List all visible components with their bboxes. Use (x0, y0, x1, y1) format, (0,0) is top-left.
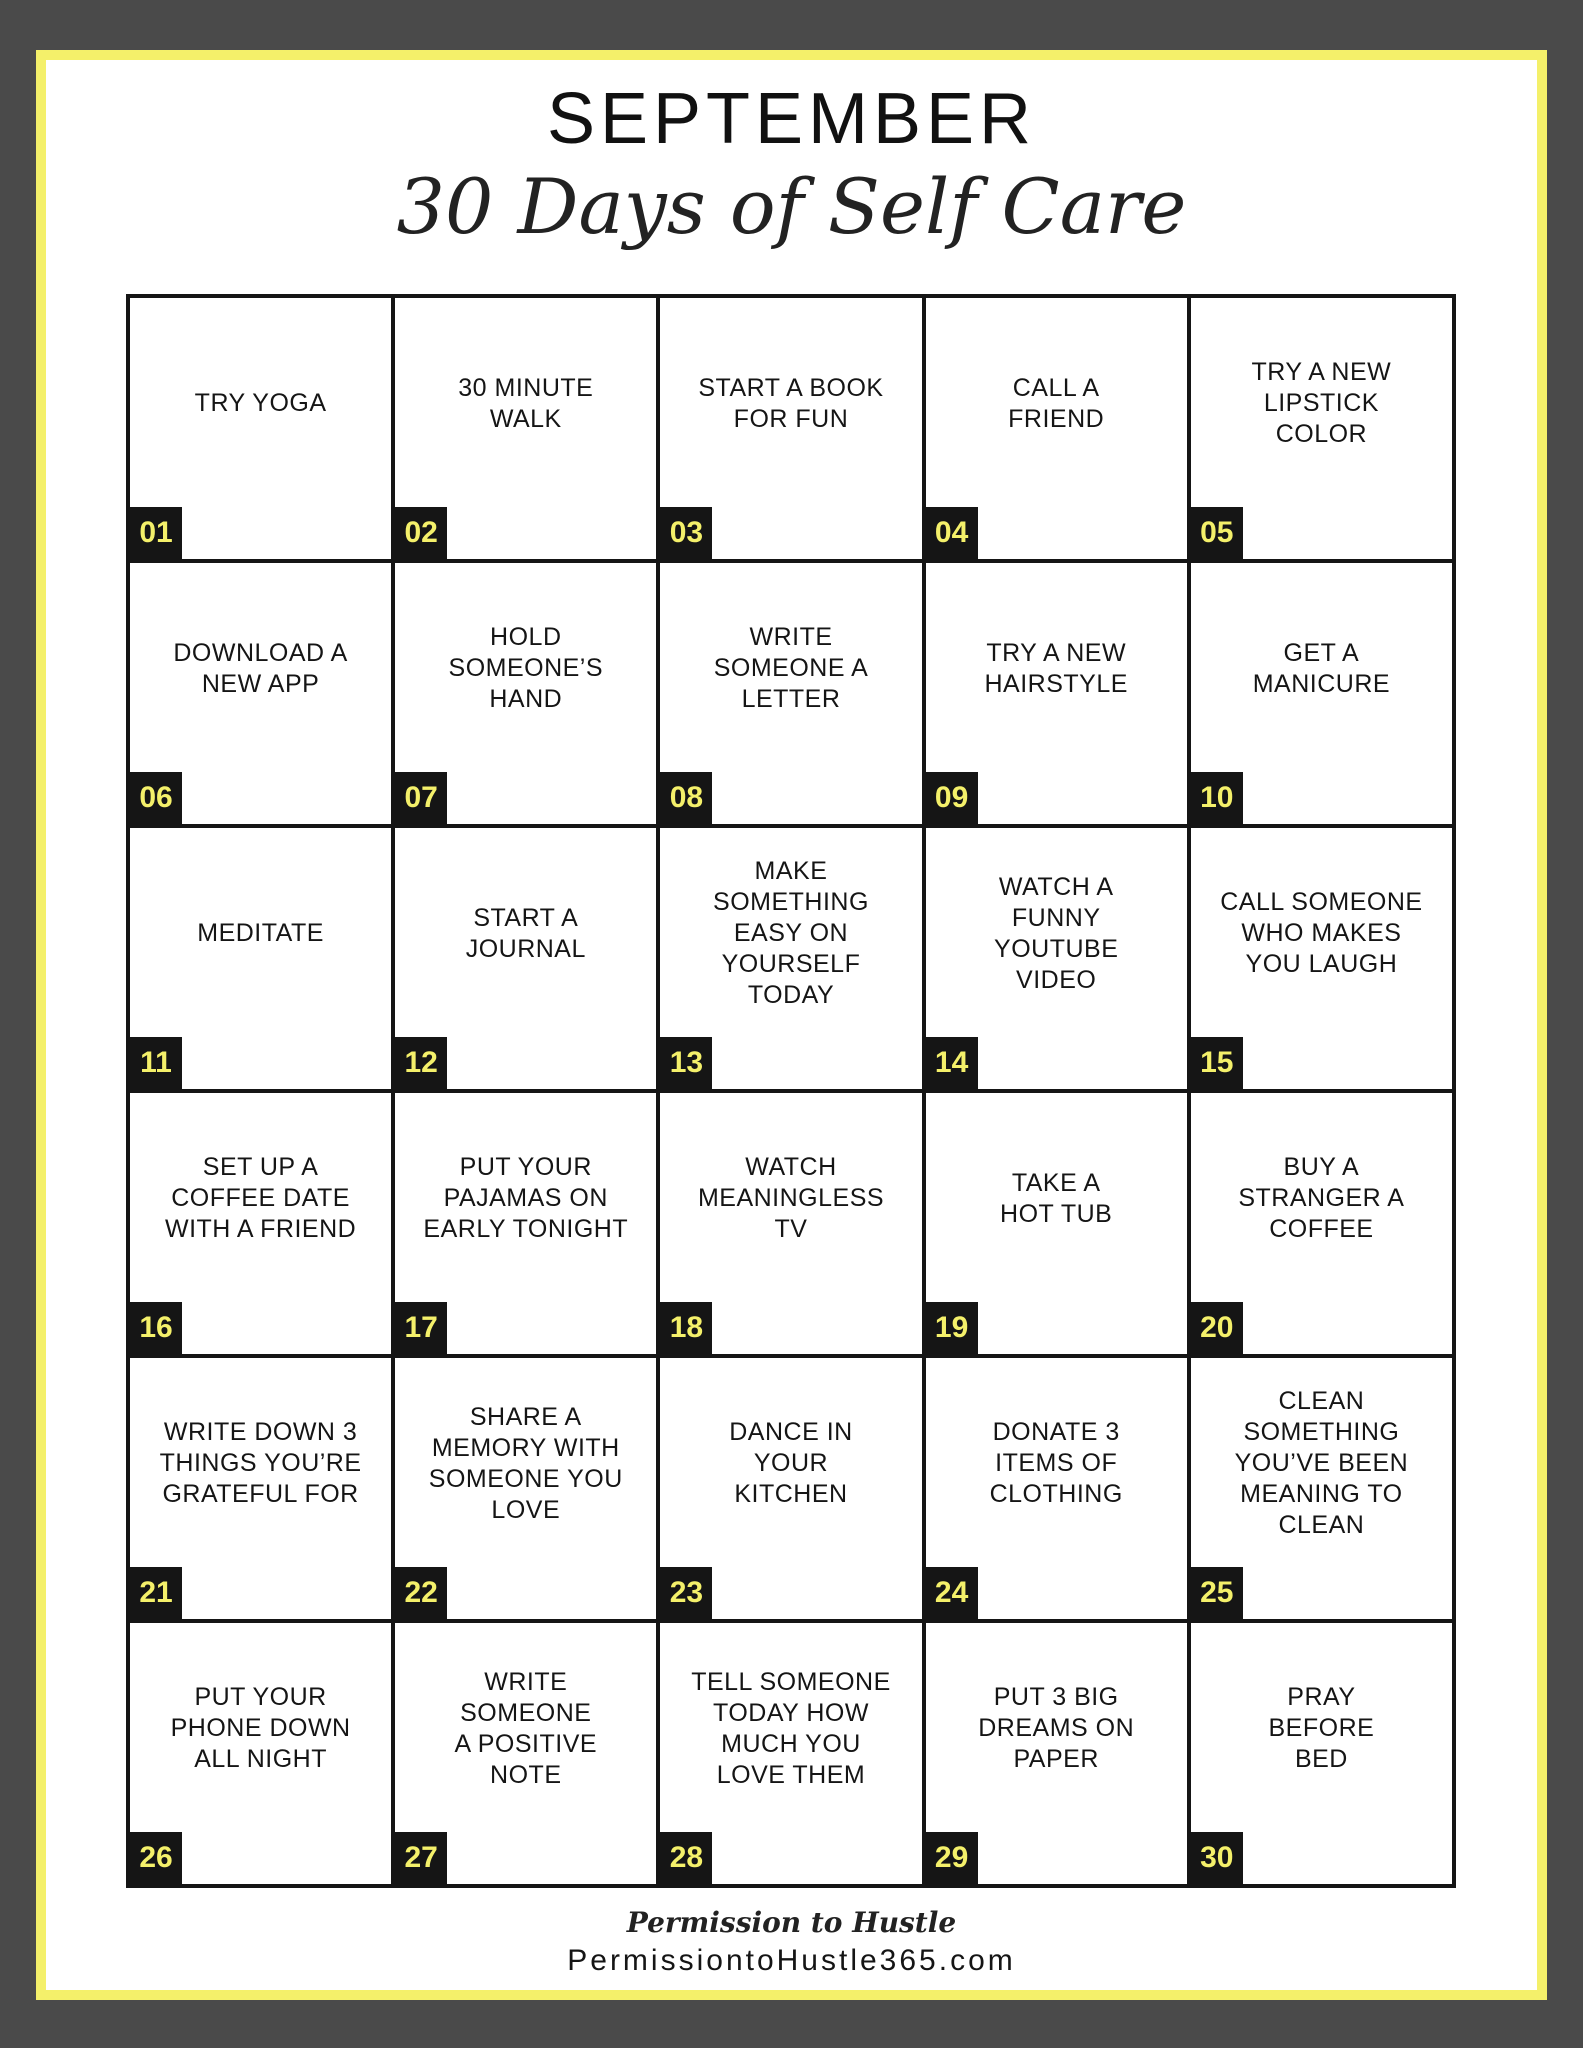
day-task: WATCH MEANINGLESS TV (697, 1153, 885, 1243)
day-cell (926, 298, 1187, 559)
day-number: 05 (1191, 507, 1243, 559)
day-cell (130, 828, 391, 1089)
day-cell (926, 1093, 1187, 1354)
day-task: BUY A STRANGER A COFFEE (1238, 1153, 1405, 1243)
day-task: MEDITATE (197, 919, 324, 947)
day-number: 20 (1191, 1302, 1243, 1354)
day-number: 28 (660, 1832, 712, 1884)
day-task: WRITE DOWN 3 THINGS YOU’RE GRATEFUL FOR (159, 1418, 362, 1508)
day-number: 18 (660, 1302, 712, 1354)
day-cell (1191, 1358, 1452, 1619)
day-number: 27 (395, 1832, 447, 1884)
day-task: PUT YOUR PAJAMAS ON EARLY TONIGHT (423, 1153, 629, 1243)
day-cell (1191, 1093, 1452, 1354)
day-task: WATCH A FUNNY YOUTUBE VIDEO (994, 872, 1119, 994)
day-task: CALL SOMEONE WHO MAKES YOU LAUGH (1220, 888, 1423, 978)
day-number: 15 (1191, 1037, 1243, 1089)
day-number: 17 (395, 1302, 447, 1354)
day-task: CALL A FRIEND (1008, 373, 1105, 433)
day-number: 24 (926, 1567, 978, 1619)
day-number: 16 (130, 1302, 182, 1354)
footer-brand: Permission to Hustle (626, 1906, 957, 1939)
day-cell (660, 1623, 921, 1884)
day-cell (130, 563, 391, 824)
day-cell (926, 828, 1187, 1089)
day-task: DONATE 3 ITEMS OF CLOTHING (989, 1418, 1123, 1508)
day-number: 09 (926, 772, 978, 824)
day-cell (660, 563, 921, 824)
day-number: 02 (395, 507, 447, 559)
page-subtitle: 30 Days of Self Care (396, 162, 1187, 251)
day-number: 12 (395, 1037, 447, 1089)
day-cell (395, 1623, 656, 1884)
day-number: 08 (660, 772, 712, 824)
day-task: CLEAN SOMETHING YOU’VE BEEN MEANING TO CLEAN (1234, 1387, 1409, 1539)
calendar-grid (126, 294, 1456, 1888)
day-task: START A BOOK FOR FUN (698, 373, 884, 433)
day-task: WRITE SOMEONE A LETTER (713, 623, 869, 713)
day-cell (395, 1358, 656, 1619)
day-number: 06 (130, 772, 182, 824)
day-task: PUT 3 BIG DREAMS ON PAPER (978, 1683, 1135, 1773)
day-task: 30 MINUTE WALK (458, 373, 594, 433)
day-task: DOWNLOAD A NEW APP (173, 638, 348, 698)
day-cell (395, 563, 656, 824)
day-cell (660, 298, 921, 559)
day-cell (660, 828, 921, 1089)
day-cell (926, 1623, 1187, 1884)
day-task: HOLD SOMEONE’S HAND (448, 623, 604, 713)
day-number: 22 (395, 1567, 447, 1619)
footer-url: PermissiontoHustle365.com (567, 1944, 1016, 1977)
day-number: 21 (130, 1567, 182, 1619)
day-cell (1191, 828, 1452, 1089)
day-task: DANCE IN YOUR KITCHEN (729, 1418, 853, 1508)
day-number: 25 (1191, 1567, 1243, 1619)
day-number: 23 (660, 1567, 712, 1619)
day-number: 07 (395, 772, 447, 824)
day-cell (395, 298, 656, 559)
day-task: MAKE SOMETHING EASY ON YOURSELF TODAY (713, 857, 869, 1009)
day-number: 14 (926, 1037, 978, 1089)
day-task: TRY A NEW HAIRSTYLE (984, 638, 1128, 698)
day-cell (926, 1358, 1187, 1619)
page-title: SEPTEMBER (546, 79, 1037, 159)
day-cell (660, 1358, 921, 1619)
day-task: SHARE A MEMORY WITH SOMEONE YOU LOVE (428, 1402, 623, 1524)
day-task: TELL SOMEONE TODAY HOW MUCH YOU LOVE THEM (691, 1667, 891, 1789)
day-number: 04 (926, 507, 978, 559)
day-number: 10 (1191, 772, 1243, 824)
day-number: 30 (1191, 1832, 1243, 1884)
day-number: 26 (130, 1832, 182, 1884)
day-cell (1191, 563, 1452, 824)
day-task: PUT YOUR PHONE DOWN ALL NIGHT (170, 1683, 351, 1773)
day-cell (926, 563, 1187, 824)
day-cell (1191, 298, 1452, 559)
day-task: PRAY BEFORE BED (1268, 1683, 1375, 1773)
day-cell (130, 1623, 391, 1884)
day-number: 01 (130, 507, 182, 559)
day-cell (130, 1358, 391, 1619)
day-cell (660, 1093, 921, 1354)
day-task: GET A MANICURE (1252, 638, 1391, 698)
day-cell (395, 1093, 656, 1354)
day-number: 29 (926, 1832, 978, 1884)
day-task: WRITE SOMEONE A POSITIVE NOTE (454, 1667, 598, 1789)
day-number: 11 (130, 1037, 182, 1089)
day-task: TAKE A HOT TUB (1000, 1168, 1113, 1228)
day-number: 03 (660, 507, 712, 559)
day-task: TRY YOGA (194, 389, 327, 417)
day-number: 13 (660, 1037, 712, 1089)
day-cell (395, 828, 656, 1089)
day-cell (130, 298, 391, 559)
day-task: SET UP A COFFEE DATE WITH A FRIEND (164, 1153, 357, 1243)
day-task: TRY A NEW LIPSTICK COLOR (1251, 358, 1392, 448)
day-cell (1191, 1623, 1452, 1884)
day-task: START A JOURNAL (465, 903, 586, 963)
day-number: 19 (926, 1302, 978, 1354)
day-cell (130, 1093, 391, 1354)
